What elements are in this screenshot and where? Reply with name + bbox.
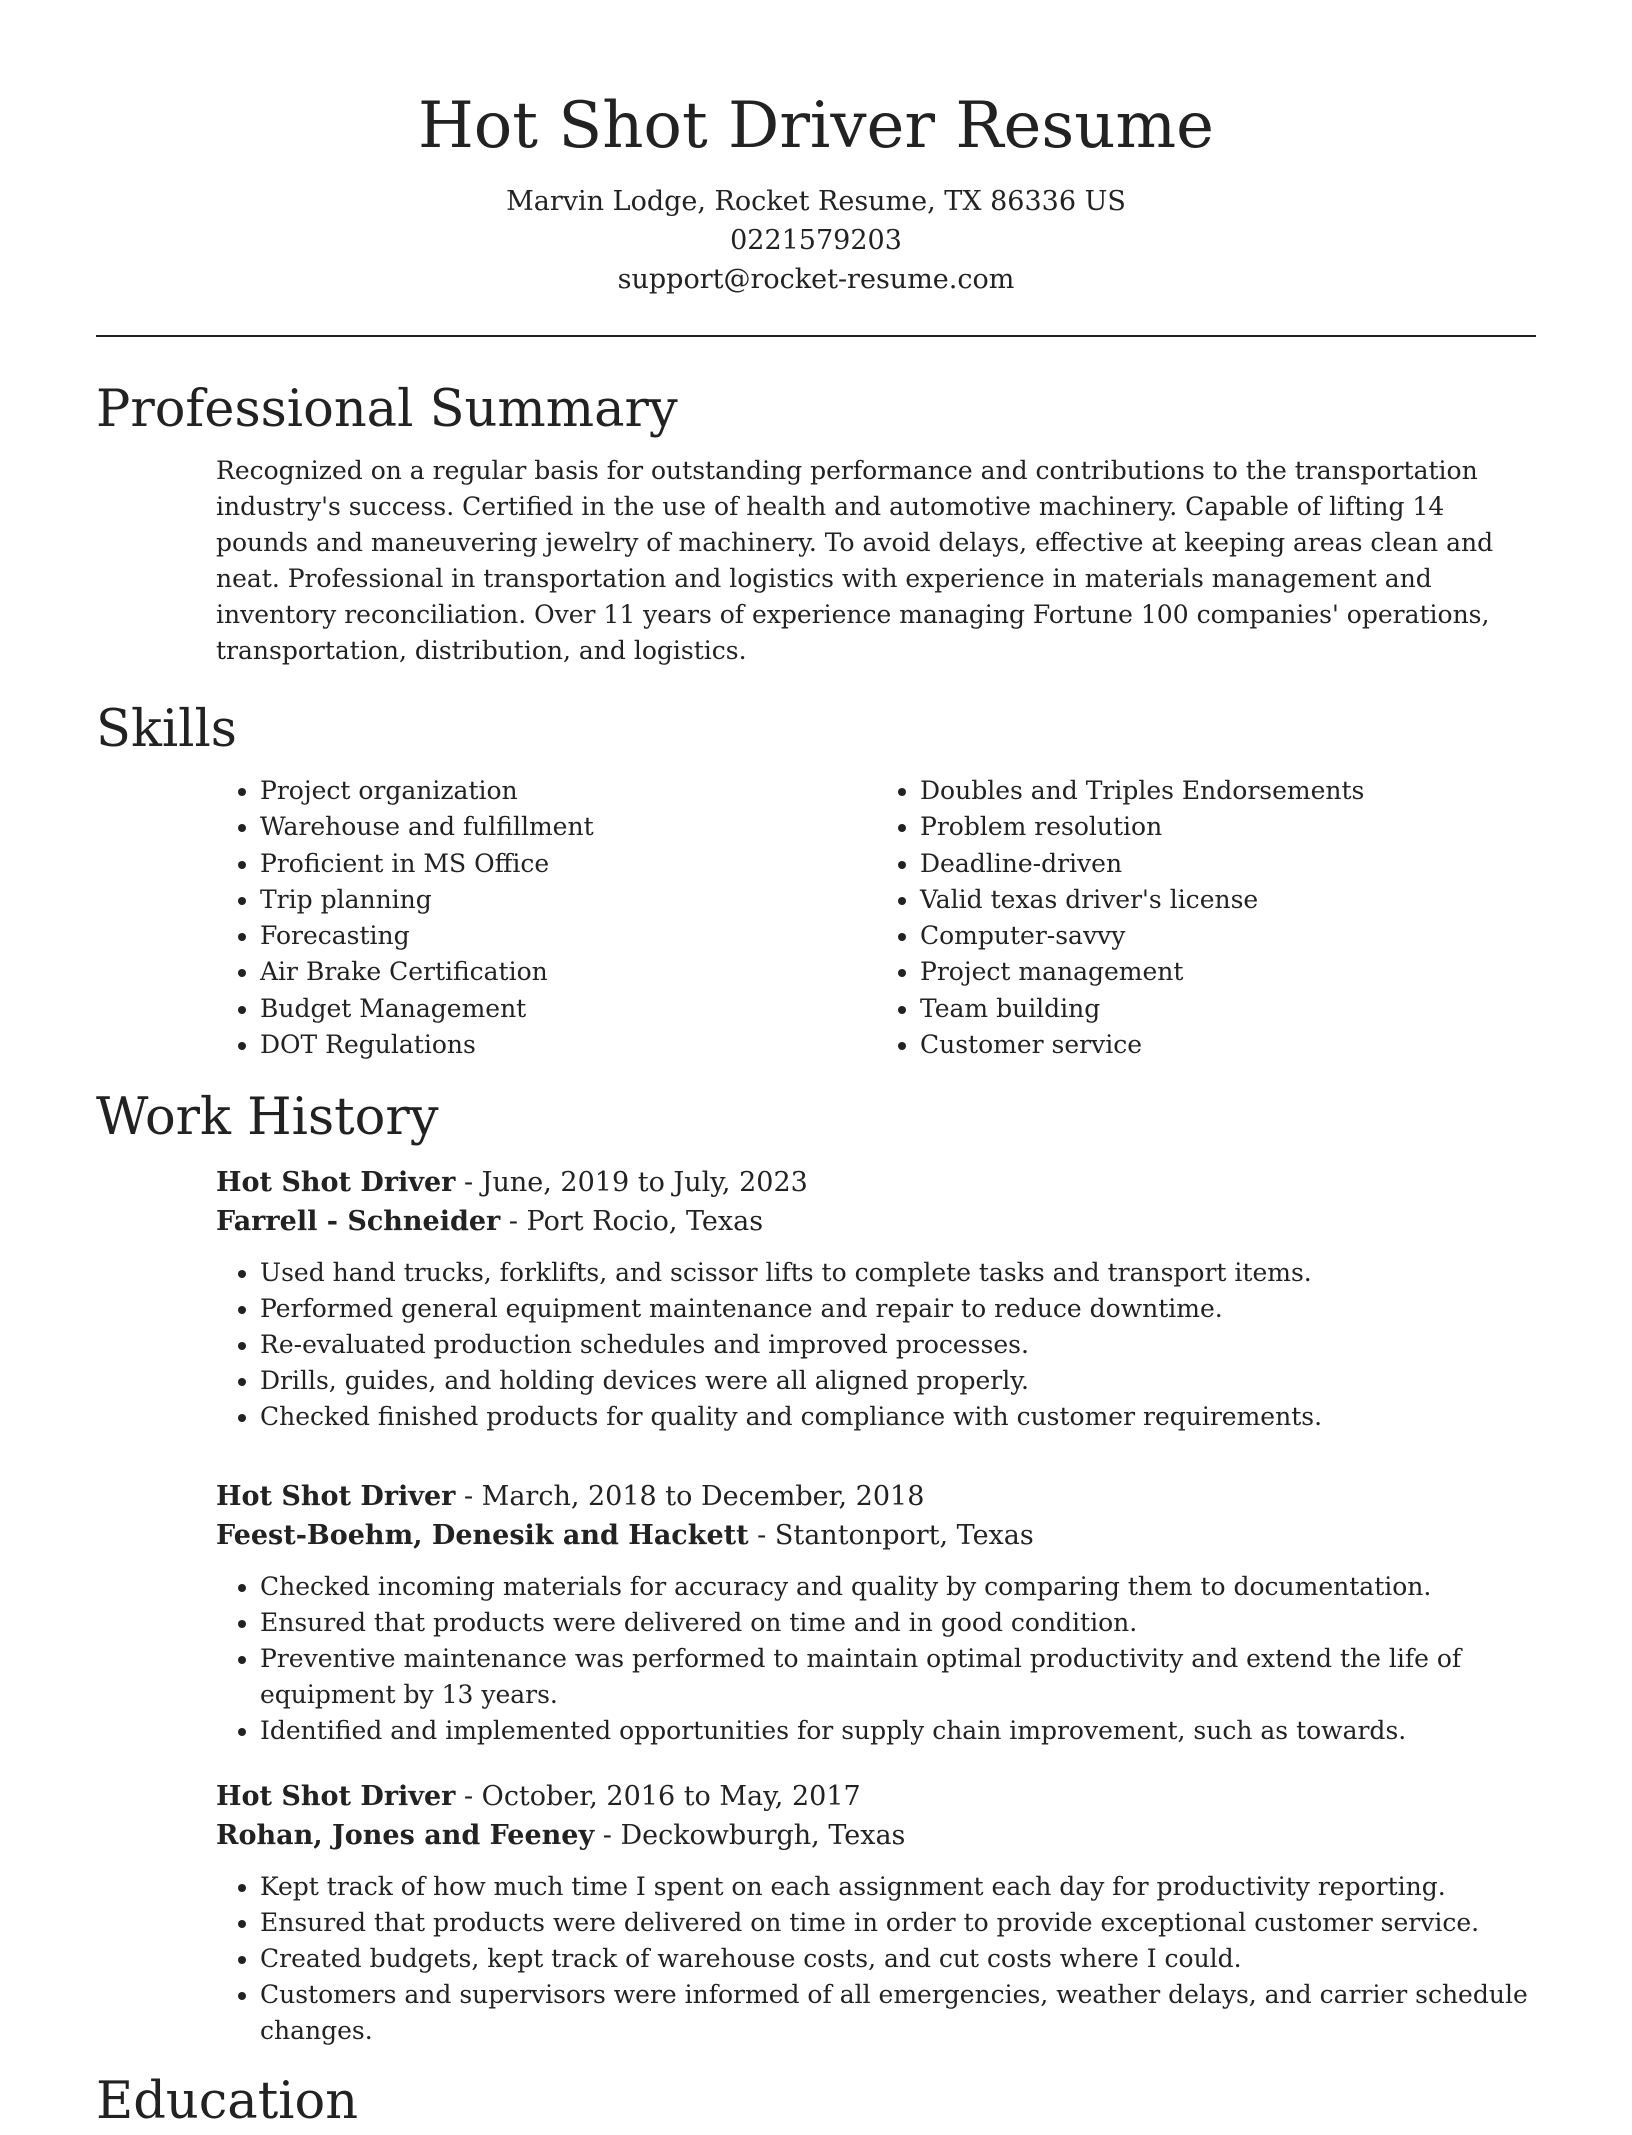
section-title-education: Education [96,2072,359,2132]
job-duty: • Drills, guides, and holding devices were all aligned properly. [260,1363,1536,1399]
skill-item: • Computer-savvy [920,918,1536,954]
contact-phone: 0221579203 [730,225,902,256]
resume-page [96,0,1536,2135]
skill-item: • Doubles and Triples Endorsements [920,773,1536,809]
skill-item: • Trip planning [260,882,876,918]
job-location: - Deckowburgh, Texas [594,1820,906,1852]
skills-list-left [216,773,876,1063]
skill-item: • Budget Management [260,991,876,1027]
job-role: Hot Shot Driver [216,1167,456,1199]
skill-item: • Forecasting [260,918,876,954]
resume-header [96,0,1536,299]
job-duties-list [216,1869,1536,2049]
contact-email: support@rocket-resume.com [617,264,1015,295]
job-title-line [216,1477,1536,1516]
job-duty: • Ensured that products were delivered on time in order to provide exceptional customer service. [260,1905,1536,1941]
work-history-section [96,1085,1536,2049]
job-duty: • Preventive maintenance was performed to maintain optimal productivity and extend the life of equipment by 13 years. [260,1641,1536,1713]
header-divider [96,335,1536,337]
job-role: Hot Shot Driver [216,1781,456,1813]
job-duty: • Re-evaluated production schedules and improved processes. [260,1327,1536,1363]
skill-item: • Problem resolution [920,809,1536,845]
skills-section [96,697,1536,1063]
job-dates: - March, 2018 to December, 2018 [455,1481,925,1513]
job-location: - Port Rocio, Texas [500,1206,764,1238]
summary-text: Recognized on a regular basis for outstanding performance and contributions to the transportation industry's success. Certified in the use of health and automotive machinery. Capable of lifting 14 pounds and maneuvering jewelry of machinery. To avoid delays, effective at keeping areas clean and neat. Professional in transportation and logistics with experience in materials management and inventory reconciliation. Over 11 years of experience managing Fortune 100 companies' operations, transportation, distribution, and logistics. [216,456,1494,665]
job-duty: • Checked finished products for quality and compliance with customer requirements. [260,1399,1536,1435]
contact-address: Marvin Lodge, Rocket Resume, TX 86336 US [506,186,1126,217]
job-duty: • Checked incoming materials for accuracy and quality by comparing them to documentation. [260,1569,1536,1605]
job-duty: • Customers and supervisors were informed of all emergencies, weather delays, and carrier schedule changes. [260,1977,1536,2049]
job-dates: - June, 2019 to July, 2023 [455,1167,808,1199]
skills-list-right [876,773,1536,1063]
skill-item: • Team building [920,991,1536,1027]
job-company: Rohan, Jones and Feeney [216,1820,595,1852]
job-location: - Stantonport, Texas [748,1520,1034,1552]
skill-item: • Deadline-driven [920,846,1536,882]
job-duty: • Ensured that products were delivered on time and in good condition. [260,1605,1536,1641]
job-role: Hot Shot Driver [216,1481,456,1513]
contact-block [96,182,1536,299]
job-dates: - October, 2016 to May, 2017 [455,1781,861,1813]
skill-item: • Project organization [260,773,876,809]
resume-title: Hot Shot Driver Resume [417,89,1215,163]
job-duties-list [216,1569,1536,1749]
job-title-line [216,1777,1536,1816]
section-title-summary: Professional Summary [96,380,678,439]
job-company-line [216,1816,1536,1855]
section-title-skills: Skills [96,700,237,759]
job-duty: • Used hand trucks, forklifts, and scissor lifts to complete tasks and transport items. [260,1255,1536,1291]
skill-item: • Customer service [920,1027,1536,1063]
job-company-line [216,1202,1536,1241]
job-company: Feest-Boehm, Denesik and Hackett [216,1520,749,1552]
job-entry [216,1777,1536,2049]
job-duty: • Kept track of how much time I spent on each assignment each day for productivity reporting. [260,1869,1536,1905]
skill-item: • Proficient in MS Office [260,846,876,882]
job-title-line [216,1163,1536,1202]
skill-item: • Warehouse and fulfillment [260,809,876,845]
job-company-line [216,1516,1536,1555]
skill-item: • DOT Regulations [260,1027,876,1063]
skill-item: • Valid texas driver's license [920,882,1536,918]
skill-item: • Air Brake Certification [260,954,876,990]
job-entry [216,1163,1536,1435]
job-company: Farrell - Schneider [216,1206,501,1238]
job-duties-list [216,1255,1536,1435]
skills-grid [216,773,1536,1063]
professional-summary-section [96,377,1536,669]
section-title-work: Work History [96,1088,439,1148]
job-duty: • Performed general equipment maintenance and repair to reduce downtime. [260,1291,1536,1327]
job-duty: • Identified and implemented opportunities for supply chain improvement, such as towards. [260,1713,1536,1749]
job-duty: • Created budgets, kept track of warehouse costs, and cut costs where I could. [260,1941,1536,1977]
skill-item: • Project management [920,954,1536,990]
education-section [96,2069,1536,2135]
job-entry [216,1477,1536,1749]
